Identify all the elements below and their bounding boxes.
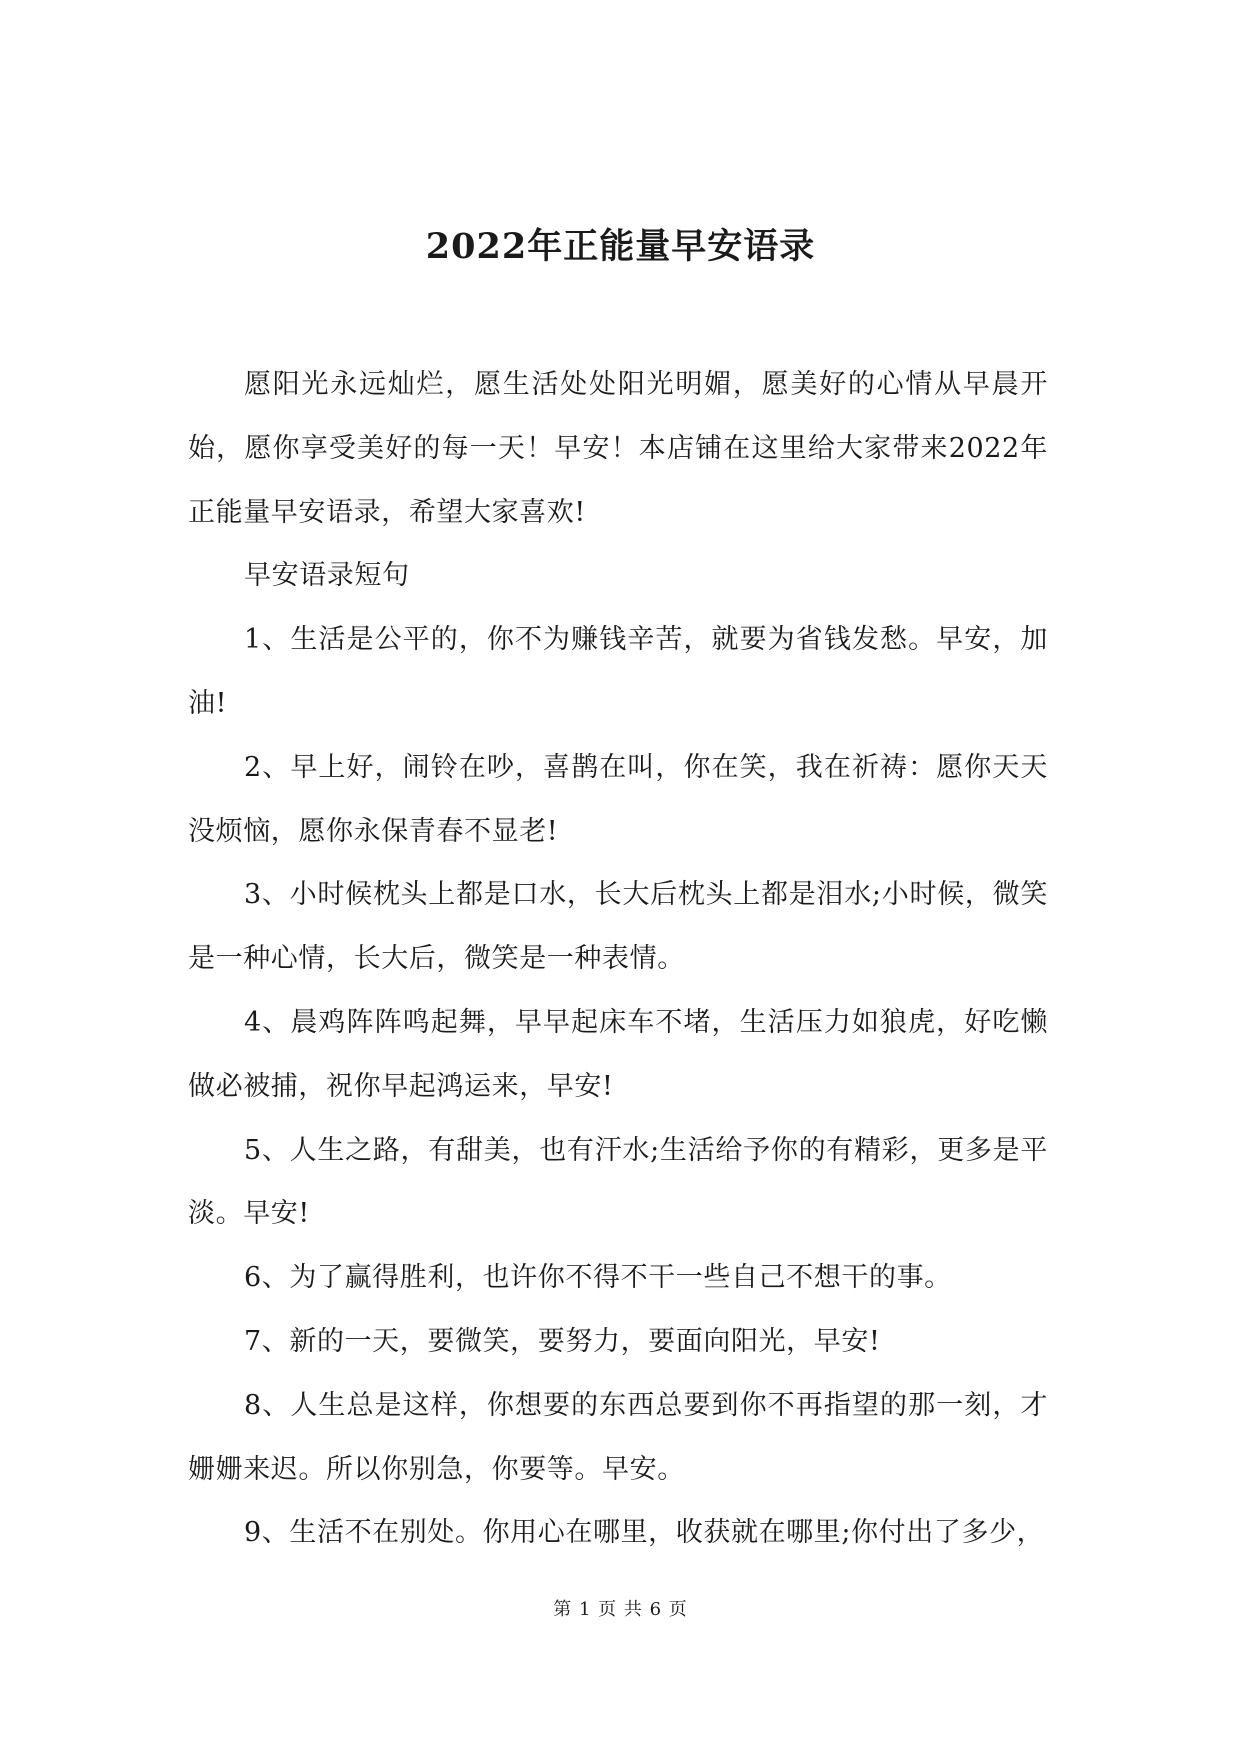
document-title: 2022年正能量早安语录	[425, 226, 816, 267]
quote-item-2: 2、早上好，闹铃在吵，喜鹊在叫，你在笑，我在祈祷：愿你天天没烦恼，愿你永保青春不显老!	[188, 751, 1048, 847]
quote-item-9: 9、生活不在别处。你用心在哪里，收获就在哪里;你付出了多少，	[244, 1517, 1045, 1549]
quote-item-3: 3、小时候枕头上都是口水，长大后枕头上都是泪水;小时候，微笑是一种心情，长大后，微笑是一种表情。	[188, 879, 1048, 975]
quote-item-4: 4、晨鸡阵阵鸣起舞，早早起床车不堵，生活压力如狼虎，好吃懒做必被捕，祝你早起鸿运来，早安!	[188, 1006, 1048, 1102]
quote-item-8: 8、人生总是这样，你想要的东西总要到你不再指望的那一刻，才姗姗来迟。所以你别急，你要等。早安。	[188, 1389, 1048, 1485]
quote-item-7: 7、新的一天，要微笑，要努力，要面向阳光，早安!	[244, 1325, 881, 1357]
quote-item-6: 6、为了赢得胜利，也许你不得不干一些自己不想干的事。	[244, 1262, 952, 1294]
section-heading: 早安语录短句	[244, 560, 410, 592]
quote-item-5: 5、人生之路，有甜美，也有汗水;生活给予你的有精彩，更多是平淡。早安!	[188, 1134, 1048, 1230]
intro-paragraph: 愿阳光永远灿烂，愿生活处处阳光明媚，愿美好的心情从早晨开始，愿你享受美好的每一天！早安！本店铺在这里给大家带来2022年正能量早安语录，希望大家喜欢!	[188, 369, 1048, 528]
page-footer: 第 1 页 共 6 页	[553, 1599, 688, 1620]
document-body	[188, 353, 1048, 1565]
quote-item-1: 1、生活是公平的，你不为赚钱辛苦，就要为省钱发愁。早安，加油!	[188, 624, 1048, 719]
